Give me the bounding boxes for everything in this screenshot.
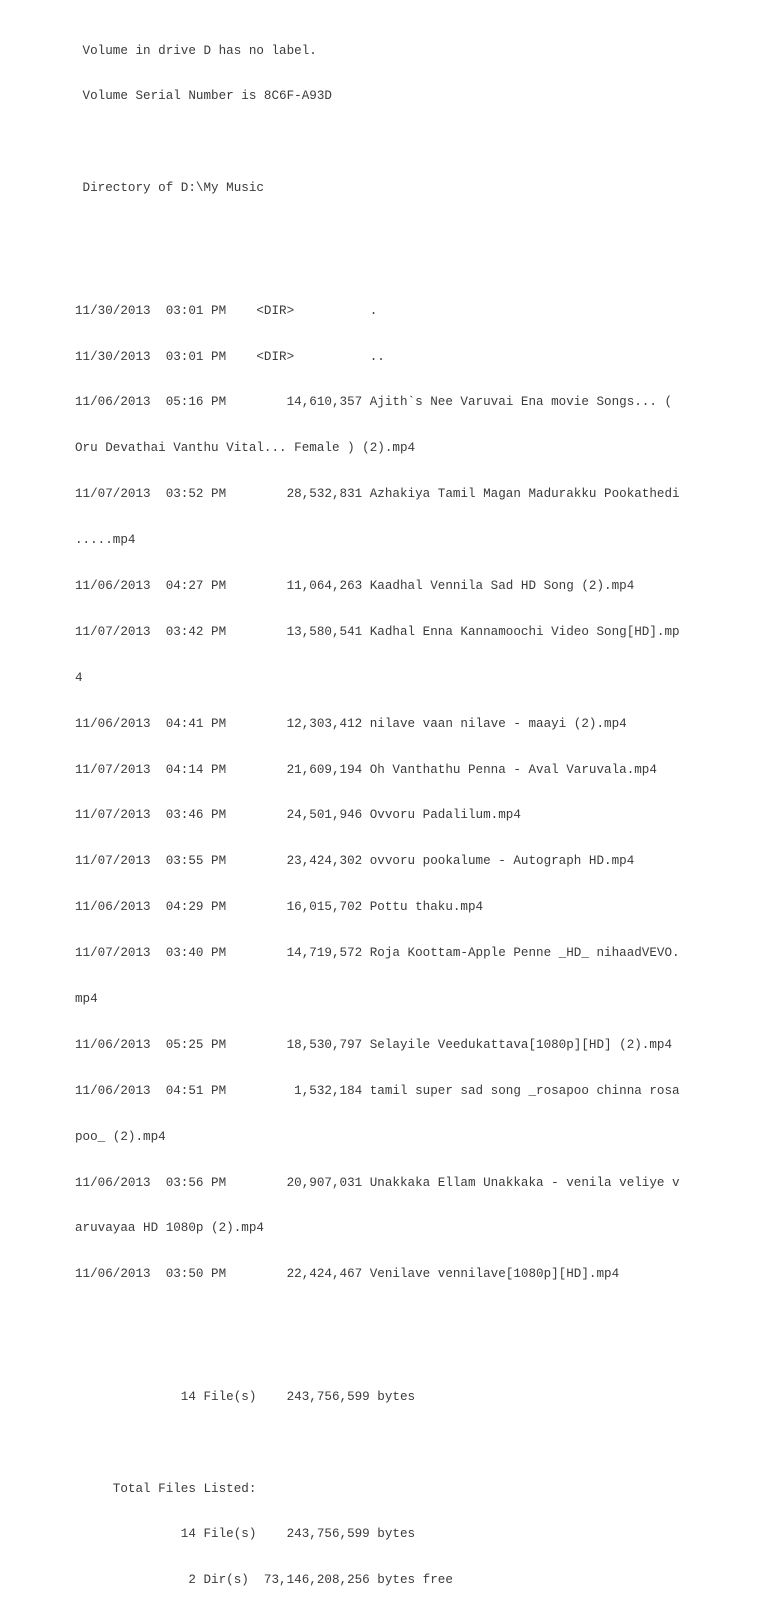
file-entry-line (75, 1313, 695, 1328)
directory-listing (75, 13, 695, 1604)
file-entry-line: 11/06/2013 05:25 PM 18,530,797 Selayile Veedukattava[1080p][HD] (2).mp4 (75, 1037, 673, 1052)
total-files-count: 14 File(s) 243,756,599 bytes (75, 1527, 416, 1542)
file-entry-line: 11/30/2013 03:01 PM <DIR> .. (75, 349, 385, 364)
serial-number-line: Volume Serial Number is 8C6F-A93D (75, 89, 332, 104)
file-entry-line: 11/30/2013 03:01 PM <DIR> . (75, 303, 378, 318)
file-entry-line: 11/07/2013 03:42 PM 13,580,541 Kadhal Enna Kannamoochi Video Song[HD].mp (75, 624, 680, 639)
file-entry-line: 11/07/2013 03:46 PM 24,501,946 Ovvoru Padalilum.mp4 (75, 808, 521, 823)
file-entry-line: 11/06/2013 04:51 PM 1,532,184 tamil super sad song _rosapoo chinna rosa (75, 1083, 680, 1098)
file-entry-line: 11/06/2013 04:29 PM 16,015,702 Pottu thaku.mp4 (75, 900, 484, 915)
blank-line (75, 135, 695, 150)
file-entry-line: poo_ (2).mp4 (75, 1129, 166, 1144)
file-entry-line: 11/07/2013 03:40 PM 14,719,572 Roja Koottam-Apple Penne _HD_ nihaadVEVO. (75, 946, 680, 961)
file-entry-line: 11/06/2013 04:41 PM 12,303,412 nilave vaan nilave - maayi (2).mp4 (75, 716, 627, 731)
file-entry-line: .....mp4 (75, 533, 136, 548)
directory-path-line: Directory of D:\My Music (75, 181, 264, 196)
file-entry-line: 11/06/2013 03:56 PM 20,907,031 Unakkaka Ellam Unakkaka - venila veliye v (75, 1175, 680, 1190)
file-entry-line: 11/06/2013 04:27 PM 11,064,263 Kaadhal Vennila Sad HD Song (2).mp4 (75, 578, 635, 593)
file-entry-line: 11/07/2013 03:55 PM 23,424,302 ovvoru pookalume - Autograph HD.mp4 (75, 854, 635, 869)
blank-line (75, 227, 695, 242)
file-entries (75, 273, 695, 1359)
file-entry-line: 4 (75, 670, 83, 685)
file-entry-line: aruvayaa HD 1080p (2).mp4 (75, 1221, 264, 1236)
volume-label-line: Volume in drive D has no label. (75, 43, 317, 58)
file-entry-line: 11/07/2013 03:52 PM 28,532,831 Azhakiya Tamil Magan Madurakku Pookathedi (75, 487, 680, 502)
file-entry-line: Oru Devathai Vanthu Vital... Female ) (2).mp4 (75, 441, 416, 456)
file-entry-line: 11/06/2013 05:16 PM 14,610,357 Ajith`s Nee Varuvai Ena movie Songs... ( (75, 395, 673, 410)
blank-line (75, 1436, 695, 1451)
total-files-label: Total Files Listed: (75, 1481, 257, 1496)
file-entry-line: 11/06/2013 03:50 PM 22,424,467 Venilave vennilave[1080p][HD].mp4 (75, 1267, 620, 1282)
directory-summary-line: 14 File(s) 243,756,599 bytes (75, 1389, 416, 1404)
file-entry-line: 11/07/2013 04:14 PM 21,609,194 Oh Vanthathu Penna - Aval Varuvala.mp4 (75, 762, 657, 777)
total-dirs-free-space: 2 Dir(s) 73,146,208,256 bytes free (75, 1573, 453, 1588)
file-entry-line: mp4 (75, 992, 98, 1006)
